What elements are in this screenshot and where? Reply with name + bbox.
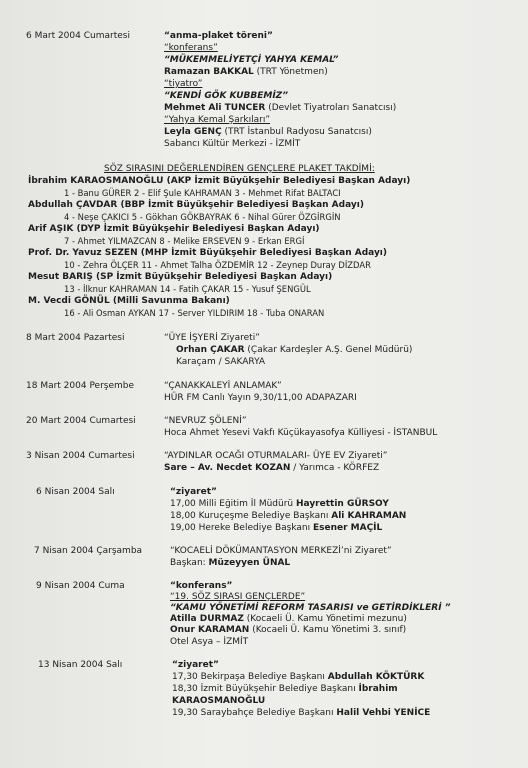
visit-line: 19,00 Hereke Belediye Başkanı Esener MAÇİL [170, 523, 383, 533]
plaque-recipients: 1 - Banu GÜRER 2 - Elif Şule KAHRAMAN 3 - Mehmet Rifat BALTACI [64, 188, 341, 198]
event-subtitle: “19. SÖZ SIRASI GENÇLERDE” [170, 592, 306, 602]
singer-line: Leyla GENÇ (TRT İstanbul Radyosu Sanatcısı) [164, 127, 372, 137]
event-title: “konferans” [170, 581, 233, 591]
event-title: “ziyaret” [172, 660, 219, 670]
event-date: 7 Nisan 2004 Çarşamba [34, 546, 143, 556]
actor-line: Mehmet Ali TUNCER (Devlet Tiyatroları Sanatcısı) [164, 103, 397, 113]
plaque-candidate: Prof. Dr. Yavuz SEZEN (MHP İzmit Büyükşehir Belediyesi Başkan Adayı) [28, 248, 388, 258]
plaque-heading: SÖZ SIRASINI DEĞERLENDİREN GENÇLERE PLAKET TAKDİMİ: [104, 164, 375, 174]
speaker-line: Ramazan BAKKAL (TRT Yönetmen) [164, 67, 328, 77]
venue: Sabancı Kültür Merkezi - İZMİT [164, 139, 301, 149]
event-title: “NEVRUZ ŞÖLENİ” [164, 416, 247, 426]
visit-line: 18,00 Kuruçeşme Belediye Başkanı Ali KAHRAMAN [170, 511, 407, 521]
event-info: Hoca Ahmet Yesevi Vakfı Küçükayasofya Külliyesi - İSTANBUL [164, 428, 438, 438]
speaker-line: Atilla DURMAZ (Kocaeli Ü. Kamu Yönetimi mezunu) [170, 614, 407, 624]
event-date: 6 Mart 2004 Cumartesi [26, 31, 130, 41]
songs-label: “Yahya Kemal Şarkıları” [164, 115, 270, 125]
plaque-candidate: Abdullah ÇAVDAR (BBP İzmit Büyükşehir Belediyesi Başkan Adayı) [28, 200, 364, 210]
event-date: 9 Nisan 2004 Cuma [36, 581, 125, 591]
place: Karaçam / SAKARYA [176, 357, 266, 367]
visit-line: 17,30 Bekirpaşa Belediye Başkanı Abdullah KÖKTÜRK [172, 672, 425, 682]
plaque-recipients: 10 - Zehra ÖLÇER 11 - Ahmet Talha ÖZDEMİR 12 - Zeynep Duray DİZDAR [64, 260, 371, 270]
event-date: 8 Mart 2004 Pazartesi [26, 333, 125, 343]
person-line: Sare – Av. Necdet KOZAN / Yarımca - KÖRFEZ [164, 463, 380, 473]
plaque-candidate: Mesut BARIŞ (SP İzmit Büyükşehir Belediyesi Başkan Adayı) [28, 272, 333, 282]
visit-line: 17,00 Milli Eğitim İl Müdürü Hayrettin GÜRSOY [170, 499, 389, 509]
event-title: “ÇANAKKALEYİ ANLAMAK” [164, 381, 282, 391]
plaque-recipients: 4 - Neşe ÇAKICI 5 - Gökhan GÖKBAYRAK 6 - Nihal Gürer ÖZGİRGİN [64, 212, 341, 222]
plaque-recipients: 7 - Ahmet YILMAZCAN 8 - Melike ERSEVEN 9 - Erkan ERGİ [64, 236, 305, 246]
event-title: “anma-plaket töreni” [164, 31, 273, 41]
event-date: 6 Nisan 2004 Salı [36, 487, 115, 497]
event-title: “KOCAELİ DÖKÜMANTASYON MERKEZİ’ni Ziyaret” [170, 546, 392, 556]
event-info: HÜR FM Canlı Yayın 9,30/11,00 ADAPAZARI [164, 393, 357, 403]
event-date: 3 Nisan 2004 Cumartesi [26, 451, 135, 461]
konferans-title: “MÜKEMMELİYETÇİ YAHYA KEMAL” [164, 55, 339, 65]
event-title: “AYDINLAR OCAĞI OTURMALARI- ÜYE EV Ziyareti” [164, 451, 388, 461]
event-date: 13 Nisan 2004 Salı [38, 660, 123, 670]
plaque-candidate: M. Vecdi GÖNÜL (Milli Savunma Bakanı) [28, 296, 230, 306]
event-date: 20 Mart 2004 Cumartesi [26, 416, 136, 426]
plaque-candidate: İbrahim KARAOSMANOĞLU (AKP İzmit Büyükşehir Belediyesi Başkan Adayı) [28, 176, 411, 186]
plaque-candidate: Arif AŞIK (DYP İzmit Büyükşehir Belediyesi Başkan Adayı) [28, 224, 320, 234]
plaque-recipients: 16 - Ali Osman AYKAN 17 - Server YILDIRIM 18 - Tuba ONARAN [64, 308, 325, 318]
konferans-label: “konferans” [164, 43, 218, 53]
venue: Otel Asya – İZMİT [170, 637, 249, 647]
event-title: “ÜYE İŞYERİ Ziyareti” [164, 333, 260, 343]
tiyatro-label: “tiyatro” [164, 79, 203, 89]
event-date: 18 Mart 2004 Perşembe [26, 381, 135, 391]
visit-line: 19,30 Saraybahçe Belediye Başkanı Halil Vehbi YENİCE [172, 708, 431, 718]
visit-line-continued: KARAOSMANOĞLU [172, 696, 266, 706]
plaque-recipients: 13 - İlknur KAHRAMAN 14 - Fatih ÇAKAR 15 - Yusuf ŞENGÜL [64, 284, 311, 294]
person-line: Başkan: Müzeyyen ÜNAL [170, 558, 291, 568]
visit-line: 18,30 İzmit Büyükşehir Belediye Başkanı İbrahim [172, 684, 398, 694]
speaker-line: Onur KARAMAN (Kocaeli Ü. Kamu Yönetimi 3. sınıf) [170, 625, 407, 635]
play-title: “KENDİ GÖK KUBBEMİZ” [164, 91, 289, 101]
event-title: “ziyaret” [170, 487, 217, 497]
person-line: Orhan ÇAKAR (Çakar Kardeşler A.Ş. Genel Müdürü) [176, 345, 413, 355]
conference-topic: “KAMU YÖNETİMİ REFORM TASARISI ve GETİRDİKLERİ ” [170, 603, 451, 613]
